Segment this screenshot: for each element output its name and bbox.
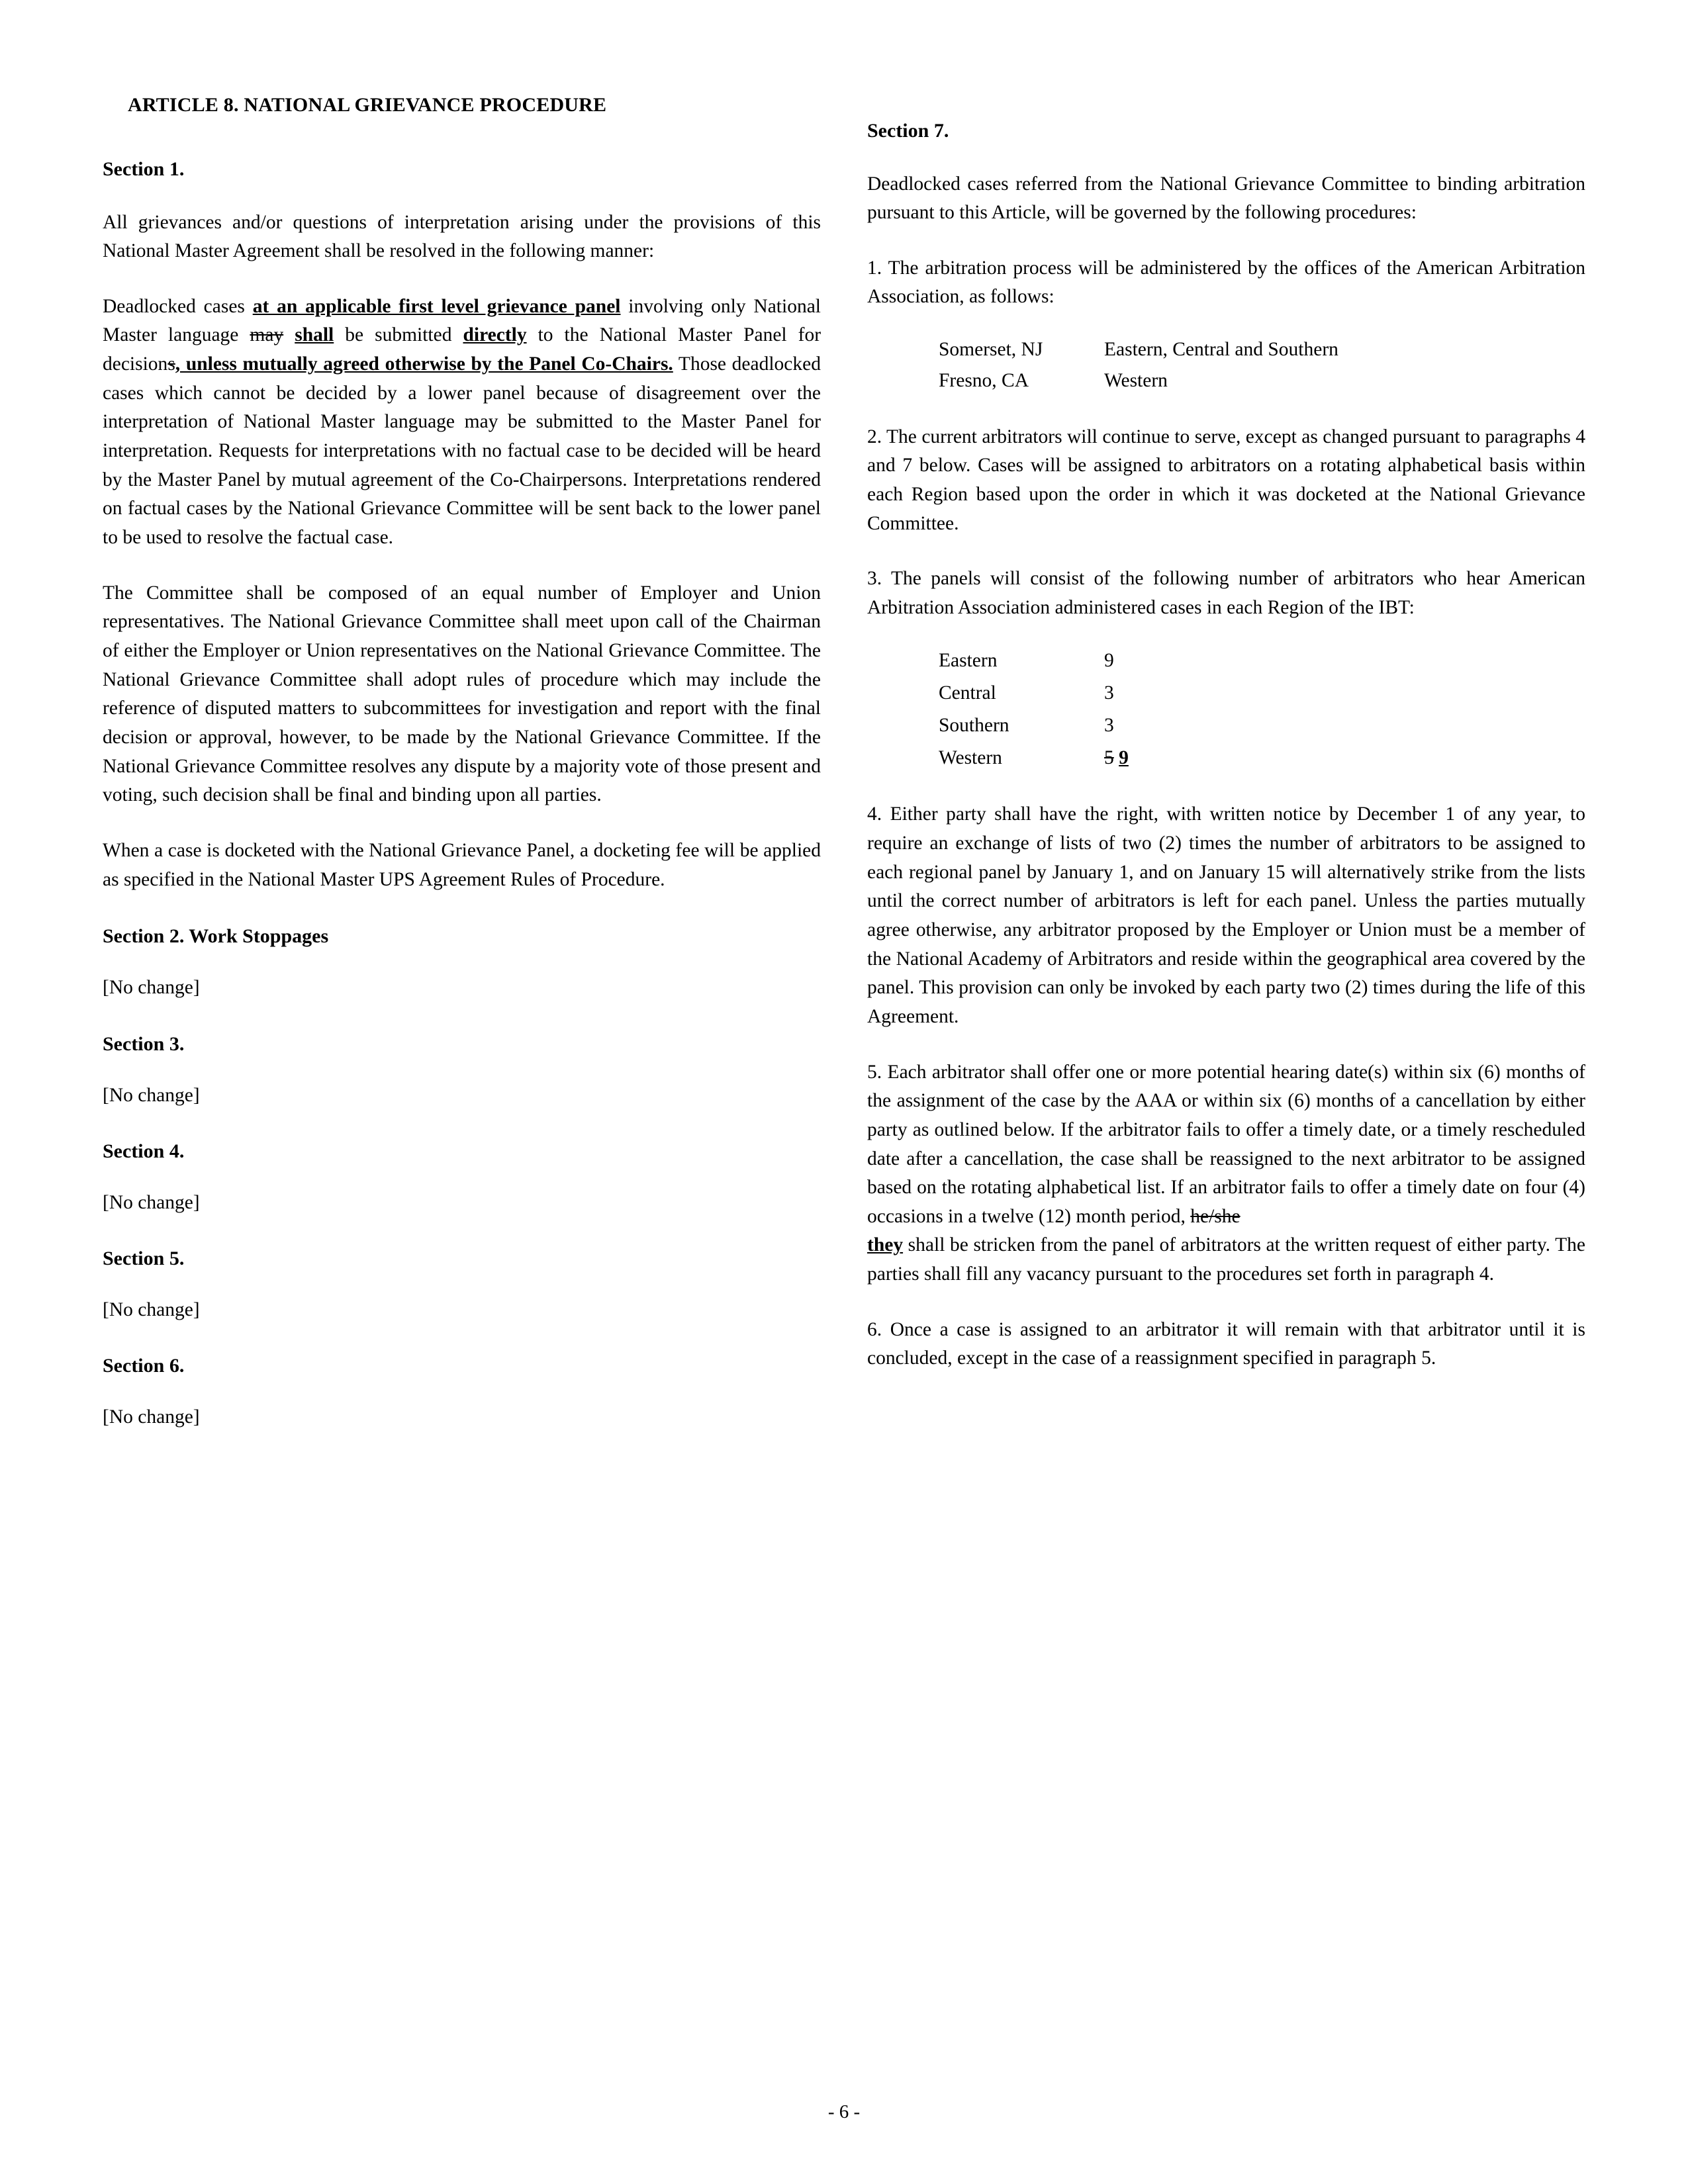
text-run	[283, 324, 295, 345]
paragraph-section7-item-6: 6. Once a case is assigned to an arbitrator it will remain with that arbitrator until it is concluded, except in the case of a reassignment specified in paragraph 5.	[867, 1318, 1585, 1369]
table-row	[939, 365, 1338, 396]
two-column-layout	[103, 118, 1585, 1432]
paragraph-section7-item-5	[867, 1058, 1585, 1289]
body-section-2: [No change]	[103, 977, 200, 999]
text-run: Deadlocked cases	[103, 295, 253, 317]
table-row	[939, 742, 1129, 774]
inserted-text-they: they	[867, 1234, 904, 1256]
text-run: involving only National Master language	[103, 295, 821, 346]
text-run: to the National Master Panel for decision	[103, 324, 821, 375]
text-run: Those deadlocked cases which cannot be decided by a lower panel because of disagreement over the interpretation of National Master language may be submitted to the Master Panel for interpretation. Requests for interpretations with no factual case to be decided will be heard by the Master Panel by mutual agreement of the Co-Chairpersons. Interpretations rendered on factual cases by the National Grievance Committee will be sent back to the lower panel to be used to resolve the factual case.	[103, 353, 821, 549]
heading-section-7: Section 7.	[867, 119, 949, 142]
right-column	[867, 118, 1585, 1374]
panel-region: Central	[939, 682, 996, 704]
heading-section-2: Section 2. Work Stoppages	[103, 925, 329, 948]
panel-region: Western	[939, 747, 1002, 768]
paragraph-section7-item-3: 3. The panels will consist of the following number of arbitrators who hear American Arbitration Association administered cases in each Region of the IBT:	[867, 568, 1585, 618]
page-number: - 6 -	[827, 2101, 861, 2122]
paragraph-section7-intro: Deadlocked cases referred from the National Grievance Committee to binding arbitration pursuant to this Article, will be governed by the following procedures:	[867, 173, 1585, 224]
panel-count-revised	[1104, 742, 1129, 774]
heading-section-6: Section 6.	[103, 1355, 185, 1377]
body-section-4: [No change]	[103, 1191, 200, 1213]
heading-section-4: Section 4.	[103, 1140, 185, 1162]
table-row	[939, 334, 1338, 365]
paragraph-section1-docketing-fee: When a case is docketed with the National Grievance Panel, a docketing fee will be applied as specified in the National Master UPS Agreement Rules of Procedure.	[103, 839, 821, 890]
inserted-text-first-level-panel: at an applicable first level grievance panel	[252, 295, 621, 317]
paragraph-section7-item-2: 2. The current arbitrators will continue to serve, except as changed pursuant to paragraphs 4 and 7 below. Cases will be assigned to arbitrators on a rotating alphabetical basis within each Region based upon the order in which it was docketed at the National Grievance Committee.	[867, 426, 1585, 534]
location-regions: Western	[1104, 369, 1168, 391]
body-section-5: [No change]	[103, 1299, 200, 1321]
location-regions: Eastern, Central and Southern	[1104, 339, 1338, 361]
location-city: Fresno, CA	[939, 369, 1029, 391]
paragraph-section7-item-1: 1. The arbitration process will be administered by the offices of the American Arbitration Association, as follows:	[867, 257, 1585, 308]
inserted-text-shall: shall	[295, 324, 334, 346]
heading-section-3: Section 3.	[103, 1032, 185, 1055]
table-row	[939, 677, 1129, 709]
location-city: Somerset, NJ	[939, 339, 1043, 361]
heading-section-5: Section 5.	[103, 1248, 185, 1270]
inserted-text-directly: directly	[463, 324, 527, 346]
panel-arbitrator-counts-table	[939, 645, 1129, 774]
text-run: shall be stricken from the panel of arbitrators at the written request of either party. The parties shall fill any vacancy pursuant to the procedures set forth in paragraph 4.	[867, 1234, 1585, 1285]
left-column	[103, 118, 821, 1432]
paragraph-section7-item-4: 4. Either party shall have the right, with written notice by December 1 of any year, to require an exchange of lists of two (2) times the number of arbitrators to be assigned to each regional panel by January 1, and on January 15 will alternatively strike from the lists until the correct number of arbitrators is left for each panel. Unless the parties mutually agree otherwise, any arbitrator proposed by the Employer or Union must be a member of the National Academy of Arbitrators and reside within the geographical area covered by the panel. This provision can only be invoked by each party two (2) times during the life of this Agreement.	[867, 803, 1585, 1027]
inserted-count: 9	[1119, 747, 1129, 768]
panel-region: Southern	[939, 714, 1009, 736]
table-row	[939, 645, 1129, 677]
deleted-text-he-she: he/she	[1190, 1205, 1241, 1227]
deleted-text-s: s	[167, 353, 175, 375]
panel-count: 9	[1104, 650, 1114, 672]
inserted-text-unless-mutually-agreed: , unless mutually agreed otherwise by the Panel Co-Chairs.	[175, 353, 673, 375]
panel-count: 3	[1104, 682, 1114, 704]
table-row	[939, 709, 1129, 742]
panel-region: Eastern	[939, 650, 998, 672]
paragraph-section1-intro: All grievances and/or questions of interpretation arising under the provisions of this National Master Agreement shall be resolved in the following manner:	[103, 211, 821, 262]
deleted-count: 5	[1104, 747, 1114, 768]
text-run: 5. Each arbitrator shall offer one or more potential hearing date(s) within six (6) months of the assignment of the case by the AAA or within six (6) months of a cancellation by either party as outlined below. If the arbitrator fails to offer a timely date, or a timely rescheduled date after a cancellation, the case shall be reassigned to the next arbitrator to be assigned based on the rotating alphabetical list. If an arbitrator fails to offer a timely date on four (4) occasions in a twelve (12) month period,	[867, 1061, 1585, 1227]
body-section-6: [No change]	[103, 1406, 200, 1428]
paragraph-section1-deadlocked	[103, 293, 821, 553]
text-run: be submitted	[334, 324, 463, 346]
paragraph-section1-committee: The Committee shall be composed of an equal number of Employer and Union representatives. The National Grievance Committee shall meet upon call of the Chairman of either the Employer or Union representatives on the National Grievance Committee. The National Grievance Committee shall adopt rules of procedure which may include the reference of disputed matters to subcommittees for investigation and report with the final decision or approval, however, to be made by the National Grievance Committee. If the National Grievance Committee resolves any dispute by a majority vote of those present and voting, such decision shall be final and binding upon all parties.	[103, 582, 821, 806]
heading-section-1: Section 1.	[103, 158, 185, 180]
panel-count: 3	[1104, 714, 1114, 736]
body-section-3: [No change]	[103, 1084, 200, 1106]
deleted-text-may: may	[250, 324, 284, 346]
aaa-office-locations-table	[939, 334, 1338, 396]
page-title: ARTICLE 8. NATIONAL GRIEVANCE PROCEDURE	[128, 94, 607, 116]
